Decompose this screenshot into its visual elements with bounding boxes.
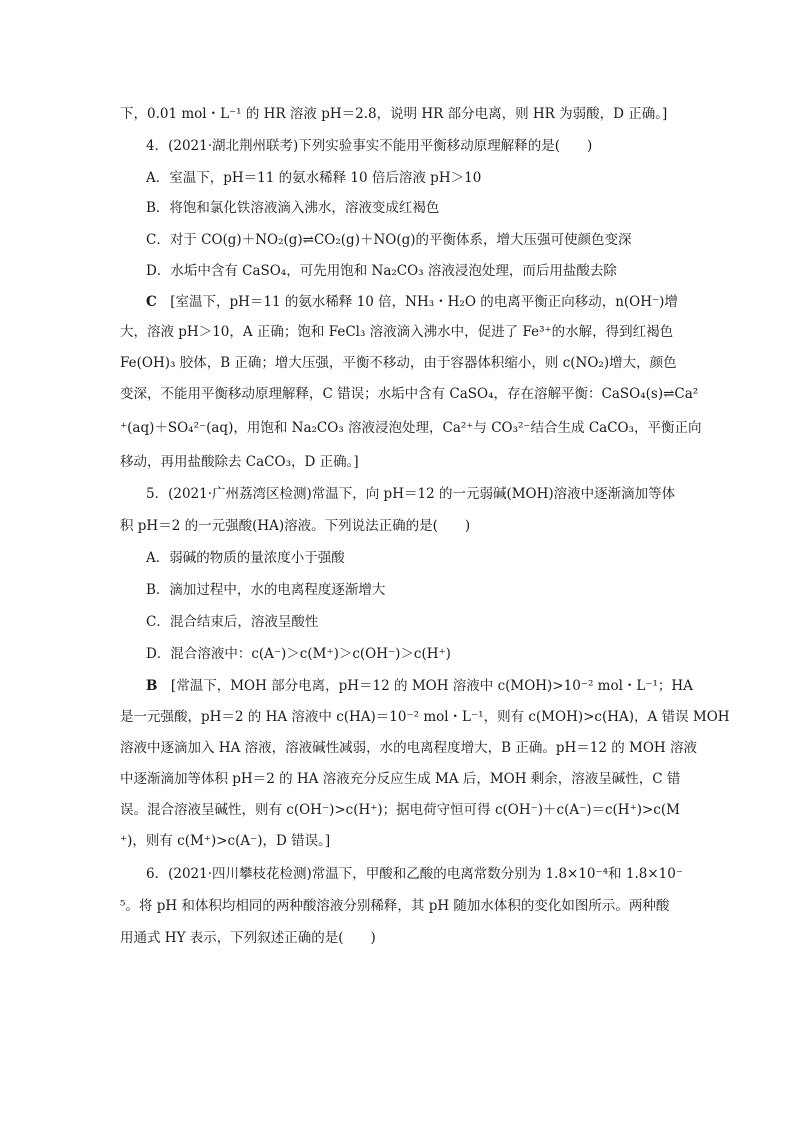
line-text: 4．(2021·湖北荆州联考)下列实验事实不能用平衡移动原理解释的是( ) [146,138,593,154]
line-text: A．弱碱的物质的量浓度小于强酸 [146,550,345,566]
line-text: D．混合溶液中：c(A⁻)＞c(M⁺)＞c(OH⁻)＞c(H⁺) [146,646,451,662]
line-text: A．室温下，pH＝11 的氨水稀释 10 倍后溶液 pH＞10 [146,170,482,186]
line-text: ⁺)，则有 c(M⁺)>c(A⁻)，D 错误。] [120,833,331,849]
text-line-12 [0,452,794,472]
text-line-7 [0,292,794,312]
line-text: 6．(2021·四川攀枝花检测)常温下，甲酸和乙酸的电离常数分别为 1.8×10⁻⁴和 1.8×10⁻ [146,866,683,882]
line-text: 用通式 HY 表示，下列叙述正确的是( ) [120,930,376,946]
text-line-26 [0,896,794,916]
text-line-1 [0,104,794,124]
text-line-3 [0,168,794,188]
line-text: 大，溶液 pH＞10，A 正确；饱和 FeCl₃ 溶液滴入沸水中，促进了 Fe³⁺的水解，得到红褐色 [120,324,674,340]
text-line-19 [0,676,794,696]
text-line-25 [0,864,794,884]
text-line-16 [0,580,794,600]
text-line-14 [0,516,794,536]
text-line-21 [0,738,794,758]
answer-letter: C [146,294,157,310]
text-line-17 [0,612,794,632]
line-text: ⁺(aq)＋SO₄²⁻(aq)，用饱和 Na₂CO₃ 溶液浸泡处理，Ca²⁺与 CO₃²⁻结合生成 CaCO₃，平衡正向 [120,420,702,436]
line-text: Fe(OH)₃ 胶体，B 正确；增大压强，平衡不移动，由于容器体积缩小，则 c(NO₂)增大，颜色 [120,355,677,371]
text-line-6 [0,261,794,281]
text-line-13 [0,484,794,504]
text-line-8 [0,322,794,342]
text-line-2 [0,136,794,156]
text-line-24 [0,831,794,851]
text-line-4 [0,198,794,218]
text-line-5 [0,230,794,250]
text-line-15 [0,548,794,568]
line-text: D．水垢中含有 CaSO₄，可先用饱和 Na₂CO₃ 溶液浸泡处理，而后用盐酸去除 [146,263,617,279]
line-text: [室温下，pH＝11 的氨水稀释 10 倍，NH₃・H₂O 的电离平衡正向移动，n(OH⁻)增 [156,294,678,310]
line-text: B．滴加过程中，水的电离程度逐渐增大 [146,582,386,598]
line-text: B．将饱和氯化铁溶液滴入沸水，溶液变成红褐色 [146,200,440,216]
line-text: 积 pH＝2 的一元强酸(HA)溶液。下列说法正确的是( ) [120,518,471,534]
line-text: C．混合结束后，溶液呈酸性 [146,614,319,630]
text-line-11 [0,418,794,438]
line-text: 中逐渐滴加等体积 pH＝2 的 HA 溶液充分反应生成 MA 后，MOH 剩余，溶液呈碱性，C 错 [120,771,681,787]
text-line-23 [0,800,794,820]
line-text: 溶液中逐滴加入 HA 溶液，溶液碱性减弱，水的电离程度增大，B 正确。pH＝12 的 MOH 溶液 [120,740,697,756]
text-line-20 [0,707,794,727]
line-text: 误。混合溶液呈碱性，则有 c(OH⁻)>c(H⁺)；据电荷守恒可得 c(OH⁻)＋c(A⁻)＝c(H⁺)>c(M [120,802,680,818]
text-line-18 [0,644,794,664]
line-text: 变深，不能用平衡移动原理解释，C 错误；水垢中含有 CaSO₄，存在溶解平衡：CaSO₄(s)⇌Ca² [120,386,699,402]
text-line-27 [0,928,794,948]
line-text: [常温下，MOH 部分电离，pH＝12 的 MOH 溶液中 c(MOH)>10⁻² mol・L⁻¹；HA [157,678,693,694]
line-text: 移动，再用盐酸除去 CaCO₃，D 正确。] [120,454,359,470]
line-text: 是一元强酸，pH＝2 的 HA 溶液中 c(HA)＝10⁻² mol・L⁻¹，则有 c(MOH)>c(HA)，A 错误 MOH [120,709,730,725]
line-text: ⁵。将 pH 和体积均相同的两种酸溶液分别稀释，其 pH 随加水体积的变化如图所示。两种酸 [120,898,670,914]
line-text: C．对于 CO(g)＋NO₂(g)⇌CO₂(g)＋NO(g)的平衡体系，增大压强可使颜色变深 [146,232,632,248]
answer-letter: B [146,678,158,694]
line-text: 下，0.01 mol・L⁻¹ 的 HR 溶液 pH＝2.8，说明 HR 部分电离，则 HR 为弱酸，D 正确。] [120,106,668,122]
text-line-10 [0,384,794,404]
text-line-9 [0,353,794,373]
line-text: 5．(2021·广州荔湾区检测)常温下，向 pH＝12 的一元弱碱(MOH)溶液中逐渐滴加等体 [146,486,676,502]
text-line-22 [0,769,794,789]
